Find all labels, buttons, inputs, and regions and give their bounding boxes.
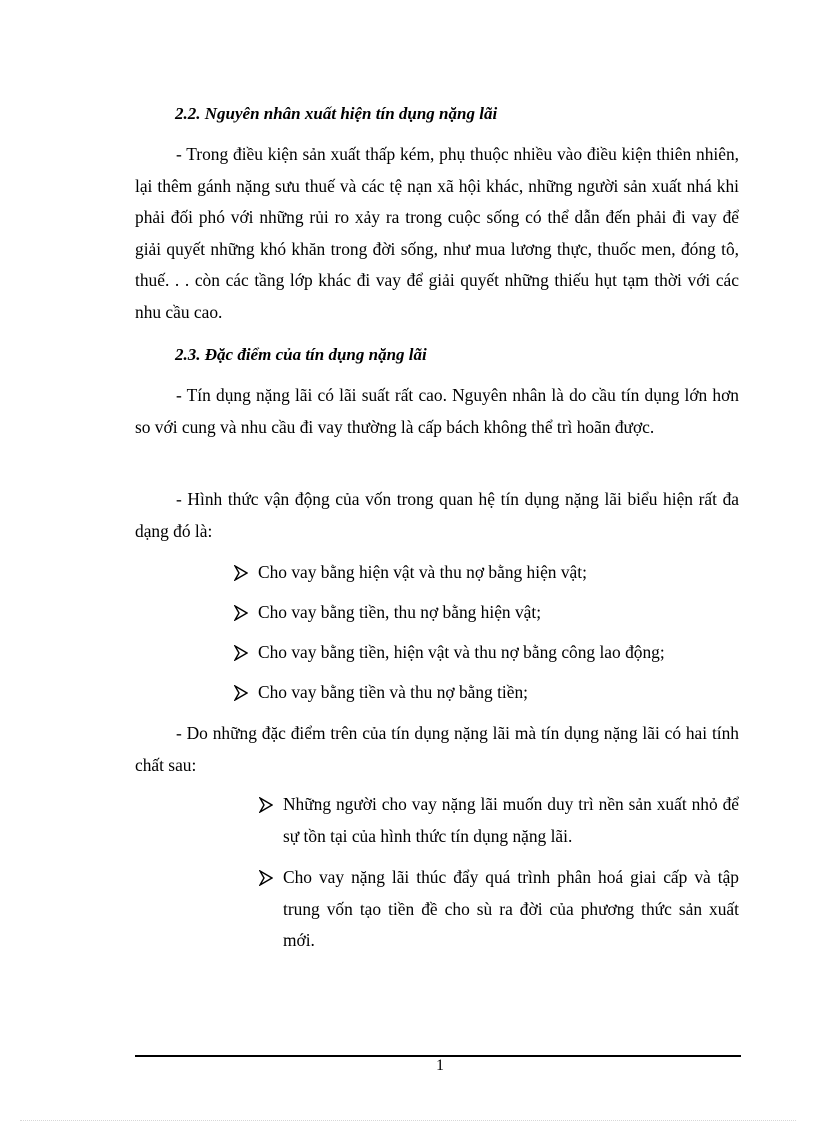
page-bottom-border (20, 1120, 796, 1121)
paragraph-two-properties: - Do những đặc điểm trên của tín dụng nặng lãi mà tín dụng nặng lãi có hai tính chất sau: (135, 723, 739, 775)
list-item-text: Những người cho vay nặng lãi muốn duy trì nền sản xuất nhỏ để sự tồn tại của hình thức tín dụng nặng lãi. (283, 794, 739, 846)
list-item-text: Cho vay bằng hiện vật và thu nợ bằng hiện vật; (258, 562, 587, 582)
list-item-text: Cho vay bằng tiền, hiện vật và thu nợ bằng công lao động; (258, 642, 665, 662)
section-heading-2-2: 2.2. Nguyên nhân xuất hiện tín dụng nặng lãi (175, 104, 498, 123)
arrow-bullet-icon (234, 597, 252, 629)
section-heading-2-3: 2.3. Đặc điểm của tín dụng nặng lãi (175, 345, 427, 364)
list-item-text: Cho vay bằng tiền, thu nợ bằng hiện vật; (258, 602, 542, 622)
list-item (283, 789, 739, 852)
page-number: 1 (436, 1057, 444, 1074)
arrow-bullet-icon (234, 557, 252, 589)
arrow-bullet-icon (259, 789, 277, 821)
arrow-bullet-icon (234, 637, 252, 669)
paragraph-causes: - Trong điều kiện sản xuất thấp kém, phụ thuộc nhiều vào điều kiện thiên nhiên, lại thêm gánh nặng sưu thuế và các tệ nạn xã hội khác, những người sản xuất nhá khi phải đối phó với những rủi ro xảy ra trong cuộc sống có thể dẫn đến phải đi vay để giải quyết những khó khăn trong đời sống, như mua lương thực, thuốc men, đóng tô, thuế. . . còn các tầng lớp khác đi vay để giải quyết những thiếu hụt tạm thời với các nhu cầu cao. (135, 144, 739, 322)
paragraph-capital-forms: - Hình thức vận động của vốn trong quan hệ tín dụng nặng lãi biểu hiện rất đa dạng đó là: (135, 489, 739, 541)
list-item-text: Cho vay nặng lãi thúc đẩy quá trình phân hoá giai cấp và tập trung vốn tạo tiền đề cho sù ra đời của phương thức sản xuất mới. (283, 867, 739, 950)
list-item (258, 677, 738, 709)
paragraph-high-interest: - Tín dụng nặng lãi có lãi suất rất cao. Nguyên nhân là do cầu tín dụng lớn hơn so với cung và nhu cầu đi vay thường là cấp bách không thể trì hoãn được. (135, 385, 739, 437)
list-item (258, 597, 738, 629)
list-item-text: Cho vay bằng tiền và thu nợ bằng tiền; (258, 682, 529, 702)
list-item (283, 862, 739, 957)
arrow-bullet-icon (259, 862, 277, 894)
list-item (258, 557, 738, 589)
arrow-bullet-icon (234, 677, 252, 709)
list-item (258, 637, 738, 669)
